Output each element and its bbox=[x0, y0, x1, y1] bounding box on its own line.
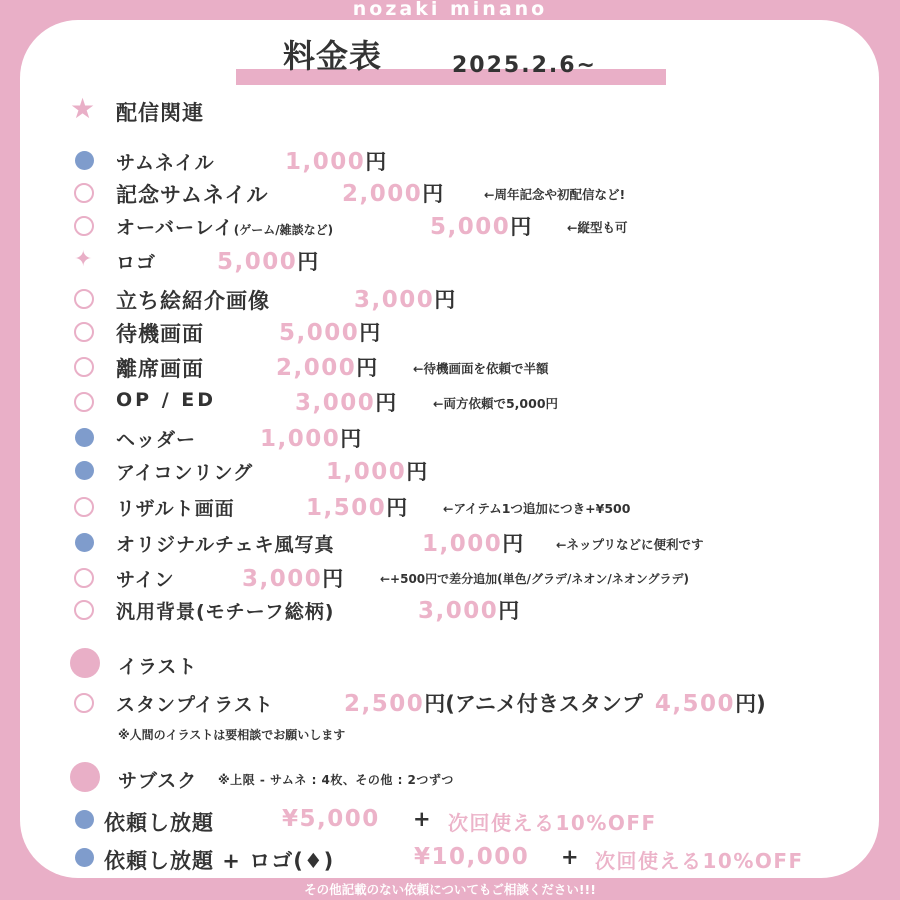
hollow-circle-icon bbox=[74, 289, 94, 309]
list-item bbox=[0, 284, 900, 314]
item-label: オリジナルチェキ風写真 bbox=[116, 534, 335, 556]
item-note: ←周年記念や初配信など! bbox=[484, 187, 626, 202]
plan-price: ¥10,000 bbox=[414, 844, 530, 870]
list-item bbox=[0, 528, 900, 558]
blue-dot-icon bbox=[75, 461, 94, 480]
blue-dot-icon bbox=[75, 848, 94, 867]
list-item bbox=[0, 595, 900, 625]
item-label: 待機画面 bbox=[116, 322, 204, 346]
plan-row bbox=[0, 806, 900, 836]
item-price: 3,000円 bbox=[242, 566, 344, 592]
item-note: ←縦型も可 bbox=[567, 220, 628, 235]
plan-plus: + bbox=[413, 807, 432, 831]
list-item bbox=[0, 387, 900, 417]
item-label: ヘッダー bbox=[116, 429, 197, 451]
hollow-circle-icon bbox=[74, 392, 94, 412]
hollow-circle-icon bbox=[74, 693, 94, 713]
hollow-circle-icon bbox=[74, 216, 94, 236]
sparkle-icon: ✦ bbox=[74, 247, 93, 272]
hollow-circle-icon bbox=[74, 183, 94, 203]
blue-dot-icon bbox=[75, 151, 94, 170]
illust-note: ※人間のイラストは要相談でお願いします bbox=[118, 728, 346, 742]
item-price: 2,000円 bbox=[342, 181, 444, 207]
item-label: ロゴ bbox=[116, 252, 157, 274]
hollow-circle-icon bbox=[74, 322, 94, 342]
item-price: 1,000円 bbox=[326, 459, 428, 485]
plan-plus: + bbox=[561, 845, 580, 869]
item-label: サイン bbox=[116, 569, 175, 591]
item-price: 2,000円 bbox=[276, 355, 378, 381]
item-note: ←両方依頼で5,000円 bbox=[433, 396, 559, 411]
hollow-circle-icon bbox=[74, 600, 94, 620]
hollow-circle-icon bbox=[74, 568, 94, 588]
item-label: 汎用背景(モチーフ総柄) bbox=[116, 601, 335, 623]
list-item bbox=[0, 317, 900, 347]
list-item bbox=[0, 456, 900, 486]
blue-dot-icon bbox=[75, 533, 94, 552]
hollow-circle-icon bbox=[74, 357, 94, 377]
item-label: サムネイル bbox=[116, 152, 215, 174]
list-item bbox=[0, 423, 900, 453]
blue-dot-icon bbox=[75, 810, 94, 829]
footer-note: その他記載のない依頼についてもご相談ください!!! bbox=[304, 882, 596, 897]
item-price: 1,000円 bbox=[422, 531, 524, 557]
section-streaming bbox=[0, 92, 900, 125]
item-price: 3,000円 bbox=[354, 287, 456, 313]
list-item bbox=[0, 352, 900, 382]
list-item bbox=[0, 492, 900, 522]
item-label: スタンプイラスト bbox=[116, 694, 274, 716]
item-price: 1,000円 bbox=[285, 149, 387, 175]
item-price: 3,000円 bbox=[295, 390, 397, 416]
item-label: 離席画面 bbox=[116, 357, 204, 381]
list-item bbox=[0, 146, 900, 176]
list-item bbox=[0, 178, 900, 208]
item-price: 5,000円 bbox=[279, 320, 381, 346]
list-item bbox=[0, 688, 900, 718]
item-label: 立ち絵紹介画像 bbox=[116, 289, 270, 313]
plan-row bbox=[0, 844, 900, 874]
item-note: ←アイテム1つ追加につき+¥500 bbox=[443, 501, 631, 516]
section-title: イラスト bbox=[118, 656, 198, 678]
section-title: サブスク bbox=[118, 770, 198, 792]
blue-dot-icon bbox=[75, 428, 94, 447]
hollow-circle-icon bbox=[74, 497, 94, 517]
item-price: 3,000円 bbox=[418, 598, 520, 624]
list-item bbox=[0, 246, 900, 276]
item-price: 1,000円 bbox=[260, 426, 362, 452]
item-label: リザルト画面 bbox=[116, 498, 235, 520]
plan-discount: 次回使える10%OFF bbox=[595, 849, 804, 873]
item-note: ←+500円で差分追加(単色/グラデ/ネオン/ネオングラデ) bbox=[380, 572, 690, 586]
item-label: 記念サムネイル bbox=[116, 183, 269, 207]
item-note: ←ネップリなどに便利です bbox=[556, 537, 704, 552]
list-item bbox=[0, 211, 900, 241]
pink-dot-icon bbox=[70, 648, 100, 678]
effective-date: 2025.2.6~ bbox=[452, 53, 597, 78]
section-title: 配信関連 bbox=[116, 101, 204, 125]
item-note: ←待機画面を依頼で半額 bbox=[413, 361, 549, 376]
section-illust bbox=[0, 648, 900, 678]
item-label: オーバーレイ(ゲーム/雑談など) bbox=[116, 217, 334, 239]
artist-name: nozaki minano bbox=[352, 0, 548, 20]
star-icon: ★ bbox=[70, 92, 96, 125]
plan-price: ¥5,000 bbox=[282, 806, 380, 832]
plan-discount: 次回使える10%OFF bbox=[448, 811, 657, 835]
page-title: 料金表 bbox=[283, 37, 383, 75]
item-price: 5,000円 bbox=[430, 214, 532, 240]
pink-dot-icon bbox=[70, 762, 100, 792]
plan-label: 依頼し放題 + ロゴ(♦) bbox=[104, 849, 335, 873]
item-label: アイコンリング bbox=[116, 462, 254, 484]
item-price: 2,500円(アニメ付きスタンプ 4,500円) bbox=[344, 691, 766, 717]
item-label: OP / ED bbox=[116, 389, 216, 411]
section-subsc bbox=[0, 762, 900, 792]
item-price: 1,500円 bbox=[306, 495, 408, 521]
item-price: 5,000円 bbox=[217, 249, 319, 275]
list-item bbox=[0, 563, 900, 593]
plan-label: 依頼し放題 bbox=[104, 811, 214, 835]
subsc-limit-note: ※上限 - サムネ : 4枚、その他 : 2つずつ bbox=[218, 773, 454, 787]
